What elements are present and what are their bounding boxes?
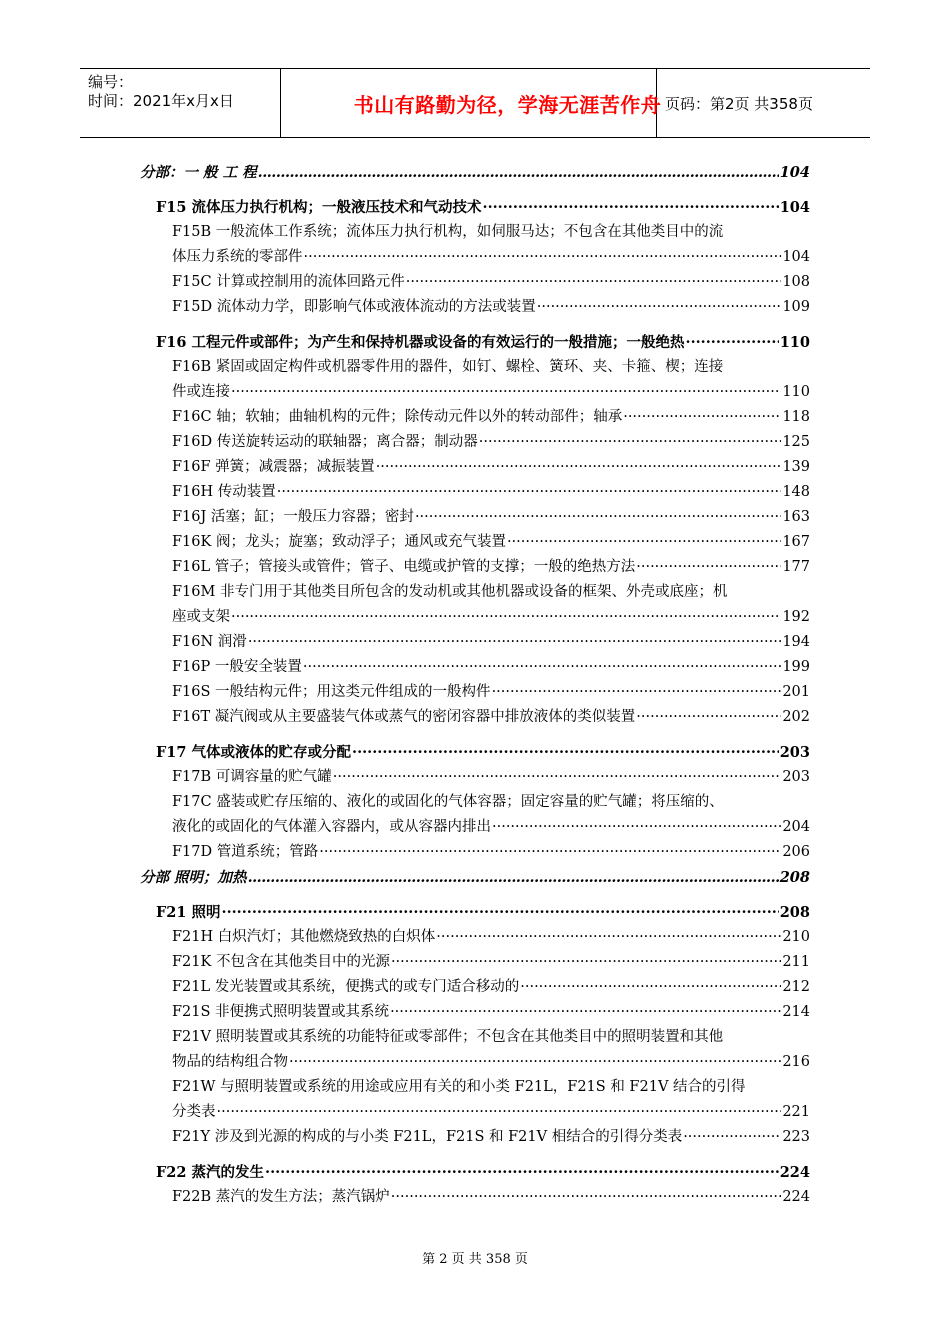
toc-page-number: 210	[782, 929, 810, 945]
toc-title: F16K 阀；龙头；旋塞；致动浮子；通风或充气装置	[172, 534, 506, 550]
toc-page-number: 108	[782, 274, 810, 290]
toc-leader	[537, 295, 782, 320]
toc-title: F22B 蒸汽的发生方法；蒸汽锅炉	[172, 1189, 390, 1205]
toc-entry-line: F16B 紧固或固定构件或机器零件用的器件，如钉、螺栓、簧环、夹、卡箍、楔；连接	[172, 359, 724, 375]
toc-subclass[interactable]	[140, 430, 810, 455]
toc-leader	[391, 950, 781, 975]
toc-page-number: 110	[779, 334, 810, 351]
toc-leader	[683, 1125, 781, 1150]
page-header	[80, 68, 870, 138]
toc-title: 分部：一 般 工 程	[140, 164, 257, 181]
toc-entry-line: F16M 非专门用于其他类目所包含的发动机或其他机器或设备的框架、外壳或底座；机	[172, 584, 728, 600]
toc-subclass[interactable]	[140, 815, 810, 840]
toc-page-number: 208	[779, 869, 810, 886]
toc-subclass[interactable]	[140, 380, 810, 405]
toc-page-number: 221	[782, 1104, 810, 1120]
toc-title: F21 照明	[156, 904, 221, 921]
toc-subclass[interactable]	[140, 270, 810, 295]
toc-subclass[interactable]	[140, 555, 810, 580]
toc-page-number: 177	[782, 559, 810, 575]
toc-gap	[140, 730, 810, 740]
toc-gap	[140, 320, 810, 330]
toc-page-number: 201	[782, 684, 810, 700]
toc-class[interactable]	[140, 740, 810, 765]
toc-title: F17B 可调容量的贮气罐	[172, 769, 332, 785]
toc-subclass[interactable]	[140, 630, 810, 655]
toc-page-number: 148	[782, 484, 810, 500]
toc-leader	[304, 245, 782, 270]
toc-title: F21L 发光装置或其系统，便携式的或专门适合移动的	[172, 979, 520, 995]
toc-page-number: 208	[779, 904, 810, 921]
toc-page-number: 224	[779, 1164, 810, 1181]
toc-page-number: 163	[782, 509, 810, 525]
toc-page-number: 104	[779, 199, 810, 216]
toc-leader	[248, 865, 779, 890]
toc-leader	[391, 1185, 782, 1210]
toc-title: 液化的或固化的气体灌入容器内，或从容器内排出	[172, 819, 491, 835]
toc-subclass[interactable]	[140, 1125, 810, 1150]
toc-subclass[interactable]	[140, 765, 810, 790]
toc-title: F16C 轴；软轴；曲轴机构的元件；除传动元件以外的转动部件；轴承	[172, 409, 623, 425]
toc-title: F16P 一般安全装置	[172, 659, 302, 675]
toc-title: F21K 不包含在其他类目中的光源	[172, 954, 390, 970]
toc-entry-line: F15B 一般流体工作系统；流体压力执行机构，如伺服马达；不包含在其他类目中的流	[172, 224, 724, 240]
toc-leader	[436, 925, 781, 950]
toc-subclass[interactable]	[140, 480, 810, 505]
toc-leader	[217, 1100, 782, 1125]
toc-leader	[623, 405, 781, 430]
toc-leader	[248, 630, 782, 655]
toc-gap	[140, 890, 810, 900]
toc-leader	[415, 505, 781, 530]
toc-subclass[interactable]	[140, 950, 810, 975]
toc-leader	[636, 555, 781, 580]
toc-page-number: 139	[782, 459, 810, 475]
toc-gap	[140, 185, 810, 195]
toc-class[interactable]	[140, 195, 810, 220]
toc-leader	[507, 530, 781, 555]
toc-leader	[333, 765, 782, 790]
toc-subclass[interactable]	[140, 245, 810, 270]
toc-leader	[479, 430, 782, 455]
toc-title: F16 工程元件或部件；为产生和保持机器或设备的有效运行的一般措施；一般绝热	[156, 334, 685, 351]
toc-leader	[492, 815, 781, 840]
toc-subclass[interactable]	[140, 655, 810, 680]
toc-title: F16N 润滑	[172, 634, 247, 650]
toc-leader	[686, 330, 779, 355]
toc-leader	[319, 840, 781, 865]
toc-page-number: 104	[782, 249, 810, 265]
toc-page-number: 109	[782, 299, 810, 315]
toc-title: F22 蒸汽的发生	[156, 1164, 265, 1181]
toc-page-number: 223	[782, 1129, 810, 1145]
toc-page-number: 125	[782, 434, 810, 450]
toc-page-number: 167	[782, 534, 810, 550]
toc-title: 物品的结构组合物	[172, 1054, 288, 1070]
toc-title: F15D 流体动力学，即影响气体或液体流动的方法或装置	[172, 299, 536, 315]
toc-subclass[interactable]	[140, 405, 810, 430]
toc-leader	[520, 975, 781, 1000]
toc-page-number: 212	[782, 979, 810, 995]
toc-section[interactable]	[140, 865, 810, 890]
toc-subclass[interactable]	[140, 530, 810, 555]
toc-subclass[interactable]	[140, 1000, 810, 1025]
header-motto: 书山有路勤为径，学海无涯苦作舟	[353, 93, 662, 117]
toc-subclass[interactable]	[140, 455, 810, 480]
toc-subclass[interactable]	[140, 1050, 810, 1075]
toc-title: 体压力系统的零部件	[172, 249, 303, 265]
toc-class[interactable]	[140, 900, 810, 925]
toc-leader	[265, 1160, 779, 1185]
toc-page-number: 203	[779, 744, 810, 761]
toc-title: 分类表	[172, 1104, 216, 1120]
toc-page-number: 118	[782, 409, 810, 425]
toc-page-number: 199	[782, 659, 810, 675]
toc-title: F21H 白炽汽灯；其他燃烧致热的白炽体	[172, 929, 436, 945]
toc-page-number: 104	[779, 164, 810, 181]
toc-class[interactable]	[140, 1160, 810, 1185]
toc-subclass[interactable]	[140, 680, 810, 705]
toc-leader	[406, 270, 782, 295]
toc-leader	[258, 160, 779, 185]
toc-page-number: 204	[782, 819, 810, 835]
toc-subclass[interactable]	[140, 295, 810, 320]
header-page-info: 页码：第2页 共358页	[665, 95, 813, 113]
toc-title: F16T 凝汽阀或从主要盛装气体或蒸气的密闭容器中排放液体的类似装置	[172, 709, 636, 725]
toc-page-number: 110	[782, 384, 810, 400]
toc-page-number: 194	[782, 634, 810, 650]
toc-leader	[222, 900, 779, 925]
toc-page-number: 214	[782, 1004, 810, 1020]
toc-title: F16L 管子；管接头或管件；管子、电缆或护管的支撑；一般的绝热方法	[172, 559, 636, 575]
toc-page-number: 211	[782, 954, 810, 970]
toc-leader	[636, 705, 781, 730]
table-of-contents	[140, 160, 810, 1210]
toc-title: F15C 计算或控制用的流体回路元件	[172, 274, 405, 290]
toc-leader	[352, 740, 779, 765]
toc-title: F16D 传送旋转运动的联轴器；离合器；制动器	[172, 434, 478, 450]
toc-title: F21S 非便携式照明装置或其系统	[172, 1004, 390, 1020]
toc-title: 分部 照明；加热	[140, 869, 247, 886]
toc-title: 件或连接	[172, 384, 230, 400]
toc-entry-line: F17C 盛装或贮存压缩的、液化的或固化的气体容器；固定容量的贮气罐；将压缩的、	[172, 794, 724, 810]
toc-title: F16F 弹簧；减震器；减振装置	[172, 459, 375, 475]
toc-subclass[interactable]	[140, 1100, 810, 1125]
toc-page-number: 206	[782, 844, 810, 860]
toc-subclass[interactable]	[140, 975, 810, 1000]
toc-leader	[277, 480, 782, 505]
toc-page-number: 202	[782, 709, 810, 725]
toc-page-number: 224	[782, 1189, 810, 1205]
toc-leader	[289, 1050, 781, 1075]
toc-subclass[interactable]	[140, 925, 810, 950]
toc-title: F17 气体或液体的贮存或分配	[156, 744, 352, 761]
toc-title: F16J 活塞；缸；一般压力容器；密封	[172, 509, 414, 525]
toc-subclass[interactable]	[140, 705, 810, 730]
toc-section[interactable]	[140, 160, 810, 185]
toc-subclass[interactable]	[140, 1185, 810, 1210]
toc-class[interactable]	[140, 330, 810, 355]
toc-subclass[interactable]	[140, 840, 810, 865]
toc-page-number: 216	[782, 1054, 810, 1070]
toc-title: F15 流体压力执行机构；一般液压技术和气动技术	[156, 199, 482, 216]
toc-leader	[231, 380, 781, 405]
toc-entry-line: F21W 与照明装置或系统的用途或应用有关的和小类 F21L，F21S 和 F21V 结合的引得	[172, 1079, 746, 1095]
toc-gap	[140, 1150, 810, 1160]
toc-leader	[231, 605, 781, 630]
toc-subclass[interactable]	[140, 605, 810, 630]
header-meta	[88, 73, 234, 111]
toc-leader	[376, 455, 782, 480]
toc-leader	[483, 195, 779, 220]
toc-title: F16H 传动装置	[172, 484, 276, 500]
toc-title: F21Y 涉及到光源的构成的与小类 F21L，F21S 和 F21V 相结合的引得分类表	[172, 1129, 683, 1145]
toc-page-number: 192	[782, 609, 810, 625]
page-footer: 第 2 页 共 358 页	[422, 1252, 528, 1267]
toc-title: F17D 管道系统；管路	[172, 844, 319, 860]
toc-title: 座或支架	[172, 609, 230, 625]
header-number-label: 编号：	[88, 73, 134, 91]
toc-leader	[492, 680, 782, 705]
toc-leader	[303, 655, 781, 680]
toc-leader	[390, 1000, 781, 1025]
toc-entry-line: F21V 照明装置或其系统的功能特征或零部件；不包含在其他类目中的照明装置和其他	[172, 1029, 724, 1045]
toc-title: F16S 一般结构元件；用这类元件组成的一般构件	[172, 684, 491, 700]
toc-page-number: 203	[782, 769, 810, 785]
header-date: 时间：2021年x月x日	[88, 92, 234, 110]
toc-subclass[interactable]	[140, 505, 810, 530]
